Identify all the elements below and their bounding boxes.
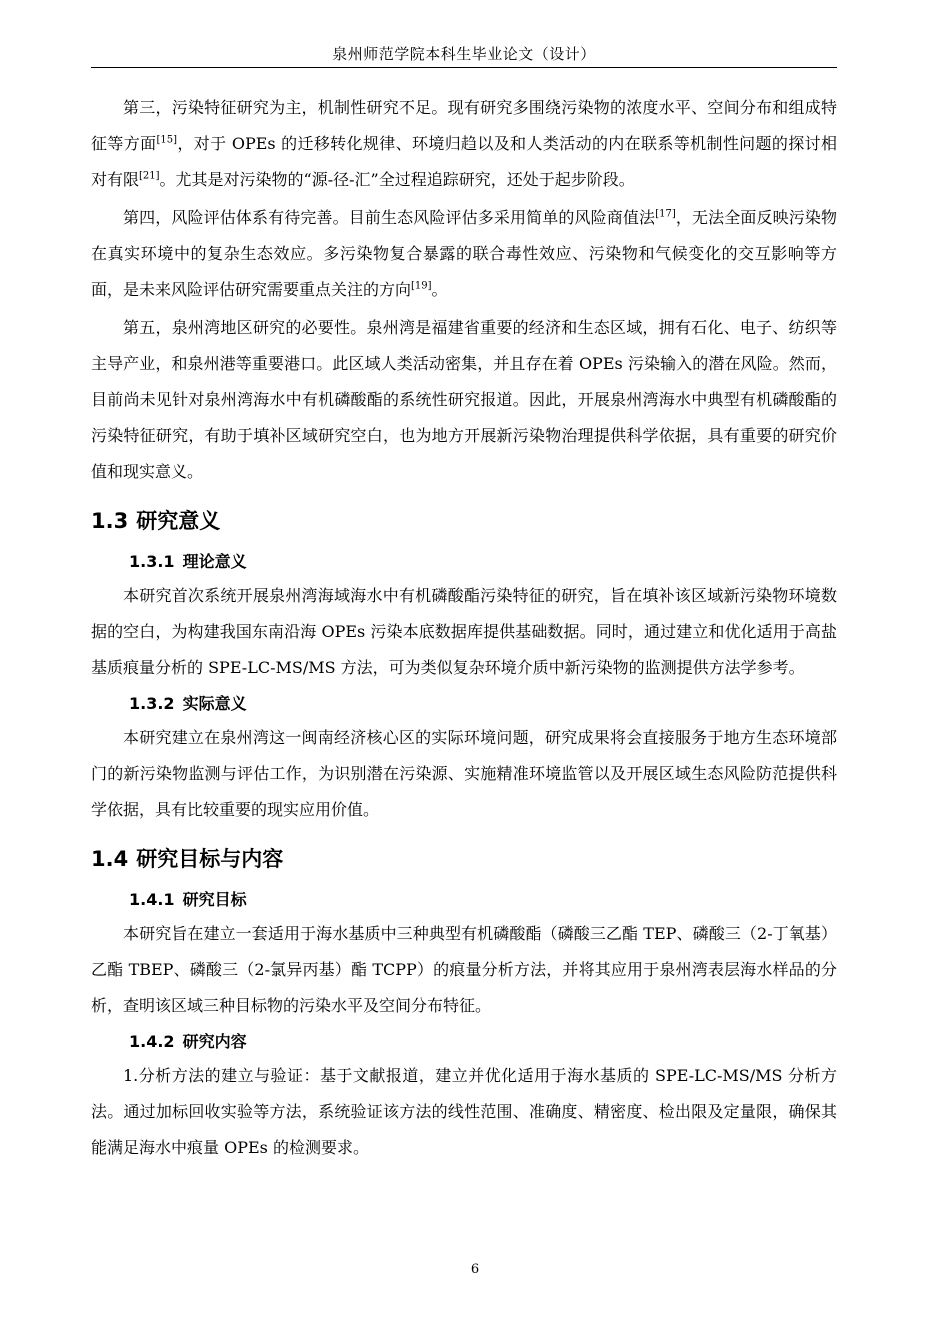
subsection-number: 1.3.1 — [129, 552, 175, 571]
paragraph: 第四，风险评估体系有待完善。目前生态风险评估多采用简单的风险商值法[17]，无法全面反映污染物在真实环境中的复杂生态效应。多污染物复合暴露的联合毒性效应、污染物和气候变化的交互影响等方面，是未来风险评估研究需要重点关注的方向[19]。 — [91, 208, 837, 299]
subsection-title: 理论意义 — [182, 552, 247, 571]
section-heading — [91, 844, 837, 874]
citation-marker: [15] — [156, 134, 177, 146]
section-title: 研究目标与内容 — [136, 847, 284, 871]
paragraph: 本研究旨在建立一套适用于海水基质中三种典型有机磷酸酯（磷酸三乙酯 TEP、磷酸三（2-丁氧基）乙酯 TBEP、磷酸三（2-氯异丙基）酯 TCPP）的痕量分析方法，并将其应用于泉州湾表层海水样品的分析，查明该区域三种目标物的污染水平及空间分布特征。 — [91, 924, 837, 1015]
citation-marker: [21] — [139, 170, 160, 182]
running-header: 泉州师范学院本科生毕业论文（设计） — [332, 45, 596, 63]
subsection-heading — [91, 550, 837, 574]
section-number: 1.4 — [91, 847, 129, 871]
subsection-title: 研究目标 — [182, 890, 247, 909]
page-number: 6 — [470, 1262, 480, 1277]
paragraph: 本研究首次系统开展泉州湾海域海水中有机磷酸酯污染特征的研究，旨在填补该区域新污染物环境数据的空白，为构建我国东南沿海 OPEs 污染本底数据库提供基础数据。同时，通过建立和优化适用于高盐基质痕量分析的 SPE-LC-MS/MS 方法，可为类似复杂环境介质中新污染物的监测提供方法学参考。 — [91, 586, 837, 677]
section-title: 研究意义 — [136, 509, 221, 533]
subsection-number: 1.4.1 — [129, 890, 175, 909]
subsection-title: 实际意义 — [182, 694, 247, 713]
subsection-title: 研究内容 — [182, 1032, 247, 1051]
paragraph: 1.分析方法的建立与验证：基于文献报道，建立并优化适用于海水基质的 SPE-LC-MS/MS 分析方法。通过加标回收实验等方法，系统验证该方法的线性范围、准确度、精密度、检出限及定量限，确保其能满足海水中痕量 OPEs 的检测要求。 — [91, 1066, 837, 1157]
page-content — [91, 90, 837, 1166]
subsection-heading — [91, 1030, 837, 1054]
section-number: 1.3 — [91, 509, 129, 533]
citation-marker: [19] — [411, 280, 432, 292]
subsection-heading — [91, 692, 837, 716]
subsection-heading — [91, 888, 837, 912]
paragraph: 本研究建立在泉州湾这一闽南经济核心区的实际环境问题，研究成果将会直接服务于地方生态环境部门的新污染物监测与评估工作，为识别潜在污染源、实施精准环境监管以及开展区域生态风险防范提供科学依据，具有比较重要的现实应用价值。 — [91, 728, 837, 819]
subsection-number: 1.4.2 — [129, 1032, 175, 1051]
citation-marker: [17] — [655, 208, 676, 220]
paragraph: 第三，污染特征研究为主，机制性研究不足。现有研究多围绕污染物的浓度水平、空间分布和组成特征等方面[15]，对于 OPEs 的迁移转化规律、环境归趋以及和人类活动的内在联系等机制性问题的探讨相对有限[21]。尤其是对污染物的“源-径-汇”全过程追踪研究，还处于起步阶段。 — [91, 98, 837, 189]
subsection-number: 1.3.2 — [129, 694, 175, 713]
header-rule — [91, 67, 837, 68]
section-heading — [91, 506, 837, 536]
paragraph: 第五，泉州湾地区研究的必要性。泉州湾是福建省重要的经济和生态区域，拥有石化、电子、纺织等主导产业，和泉州港等重要港口。此区域人类活动密集，并且存在着 OPEs 污染输入的潜在风险。然而，目前尚未见针对泉州湾海水中有机磷酸酯的系统性研究报道。因此，开展泉州湾海水中典型有机磷酸酯的污染特征研究，有助于填补区域研究空白，也为地方开展新污染物治理提供科学依据，具有重要的研究价值和现实意义。 — [91, 318, 837, 481]
